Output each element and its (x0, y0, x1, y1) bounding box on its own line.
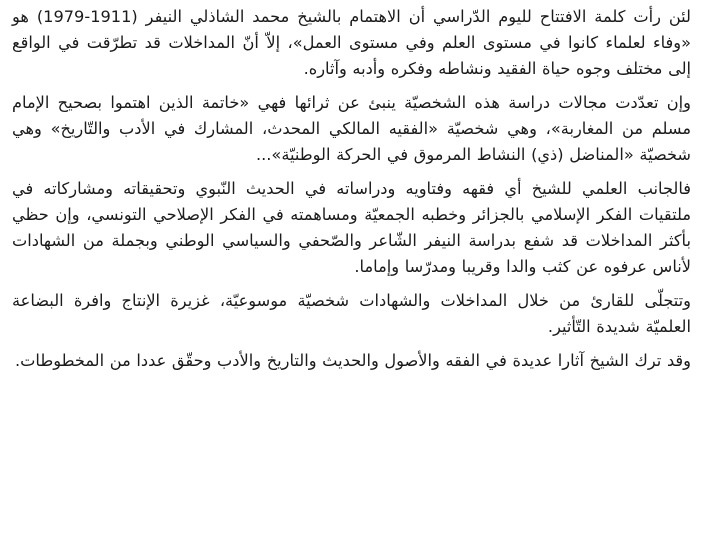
paragraph-research-areas: وإن تعدّدت مجالات دراسة هذه الشخصيّة ينبئ عن ثرائها فهي «خاتمة الذين اهتموا بصحيح الإمام مسلم من المغاربة»، وهي شخصيّة «الفقيه المالكي المحدث، المشارك في الأدب والتّاريخ» وهي شخصيّة «المناضل (ذي) النشاط المرموق في الحركة الوطنيّة»... (12, 93, 691, 164)
paragraph-works: وقد ترك الشيخ آثارا عديدة في الفقه والأصول والحديث والتاريخ والأدب وحقّق عددا من المخطوطات. (15, 351, 691, 370)
paragraph-encyclopedic-personality: وتتجلّى للقارئ من خلال المداخلات والشهادات شخصيّة موسوعيّة، غزيرة الإنتاج وافرة البضاعة العلميّة شديدة التّأثير. (12, 291, 691, 336)
paragraph-opening-speech: لئن رأت كلمة الافتتاح لليوم الدّراسي أن الاهتمام بالشيخ محمد الشاذلي النيفر (1911-1979) هو «وفاء لعلماء كانوا في مستوى العلم وفي مستوى العمل»، إلاّ أنّ المداخلات قد تطرّقت في الواقع إلى مختلف وجوه حياة الفقيد ونشاطه وفكره وأدبه وآثاره. (12, 7, 691, 78)
paragraph-scholarly-side: فالجانب العلمي للشيخ أي فقهه وفتاويه ودراساته في الحديث النّبوي وتحقيقاته ومشاركاته في ملتقيات الفكر الإسلامي بالجزائر وخطبه الجمعيّة ومساهمته في الفكر الإصلاحي التونسي، وإن حظي بأكثر المداخلات قد شفع بدراسة النيفر الشّاعر والصّحفي والسياسي الوطني وبجملة من الشهادات لأناس عرفوه عن كثب والدا وقريبا ومدرّسا وإماما. (12, 179, 691, 276)
